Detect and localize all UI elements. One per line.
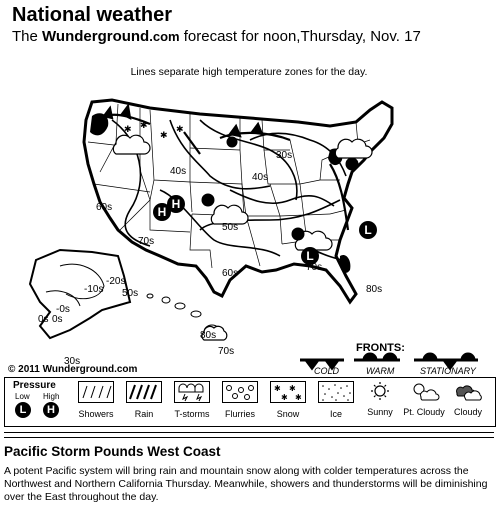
legend-label: Rain <box>134 409 154 419</box>
legend-item-tstorms <box>169 378 215 419</box>
legend-item-sunny <box>357 378 403 417</box>
subtitle-brand: Wunderground <box>42 28 150 45</box>
partly-cloudy-icon <box>407 381 441 401</box>
svg-text:✱: ✱ <box>176 125 184 135</box>
svg-text:✱: ✱ <box>274 384 281 393</box>
temp-label: 60s <box>96 202 113 213</box>
temp-label: 70s <box>218 346 235 357</box>
fronts-title: FRONTS: <box>356 342 405 354</box>
weather-legend <box>4 377 496 427</box>
temp-label: -20s <box>106 276 126 287</box>
snow-icon <box>270 381 306 403</box>
temp-label: 40s <box>252 172 269 183</box>
subtitle-suffix: forecast for noon,Thursday, Nov. 17 <box>179 28 421 45</box>
legend-label: Sunny <box>367 407 393 417</box>
legend-item-flurries <box>217 378 263 419</box>
temp-label: 30s <box>64 356 81 367</box>
pressure-l-1: L <box>364 223 372 237</box>
flurries-icon <box>222 381 258 403</box>
legend-label: Showers <box>78 409 114 419</box>
legend-high-label: High <box>43 392 60 401</box>
pressure-h-1: H <box>171 197 181 211</box>
svg-text:✱: ✱ <box>289 384 296 393</box>
svg-text:✱: ✱ <box>160 131 168 141</box>
low-pressure-icon: L <box>15 402 31 418</box>
temp-label: 50s <box>122 288 139 299</box>
page-title: National weather <box>12 4 173 26</box>
story-section <box>4 437 494 512</box>
rain-icon <box>126 381 162 403</box>
svg-text:✱: ✱ <box>295 393 302 402</box>
cloudy-icon <box>451 381 485 401</box>
sun-icon <box>363 381 397 401</box>
weather-map <box>0 80 498 380</box>
page-subtitle <box>12 28 421 45</box>
legend-item-snow <box>265 378 311 419</box>
showers-icon <box>78 381 114 403</box>
temp-label: 70s <box>138 236 155 247</box>
pressure-h-2: H <box>157 205 167 219</box>
legend-item-rain <box>121 378 167 419</box>
pressure-l-2: L <box>306 249 314 263</box>
legend-item-partly-cloudy <box>401 378 447 417</box>
legend-pressure-title: Pressure <box>13 380 56 391</box>
legend-label: Flurries <box>224 409 255 419</box>
story-headline: Pacific Storm Pounds West Coast <box>4 444 221 459</box>
high-pressure-icon: H <box>43 402 59 418</box>
temp-label: 80s <box>200 330 217 341</box>
subtitle-prefix: The <box>12 28 43 45</box>
legend-item-ice <box>313 378 359 419</box>
temp-label: 70s <box>306 262 323 273</box>
temp-label: 50s <box>222 222 239 233</box>
legend-label: Pt. Cloudy <box>403 407 445 417</box>
copyright: © 2011 Wunderground.com <box>8 364 138 375</box>
temp-label: 60s <box>222 268 239 279</box>
temp-label: -10s <box>84 284 104 295</box>
legend-label: T-storms <box>174 409 210 419</box>
legend-item-showers <box>73 378 119 419</box>
divider <box>4 432 494 433</box>
temp-label: 30s <box>276 150 293 161</box>
temp-label: 0s <box>38 314 49 325</box>
temp-label: 40s <box>170 166 187 177</box>
ice-icon <box>318 381 354 403</box>
svg-text:✱: ✱ <box>140 121 148 131</box>
svg-text:✱: ✱ <box>281 393 288 402</box>
legend-label: Snow <box>276 409 300 419</box>
front-label-stationary: STATIONARY <box>420 366 476 376</box>
legend-label: Ice <box>329 409 342 419</box>
temp-label: 80s <box>366 284 383 295</box>
svg-text:✱: ✱ <box>124 125 132 135</box>
legend-item-cloudy <box>445 378 491 417</box>
map-note: Lines separate high temperature zones for the day. <box>130 66 368 78</box>
tstorms-icon <box>174 381 210 403</box>
temp-label: 0s <box>52 314 63 325</box>
subtitle-dotcom: .com <box>149 29 180 44</box>
front-label-warm: WARM <box>366 366 395 376</box>
legend-low-label: Low <box>15 392 30 401</box>
story-body: A potent Pacific system will bring rain and mountain snow along with colder temperatures across the Northwest and Northern California Thursday. Meanwhile, showers and thunderstorms will be diminishing over the East throughout the day. <box>4 465 488 503</box>
legend-label: Cloudy <box>453 407 482 417</box>
temp-label: -0s <box>56 304 70 315</box>
front-label-cold: COLD <box>314 366 340 376</box>
